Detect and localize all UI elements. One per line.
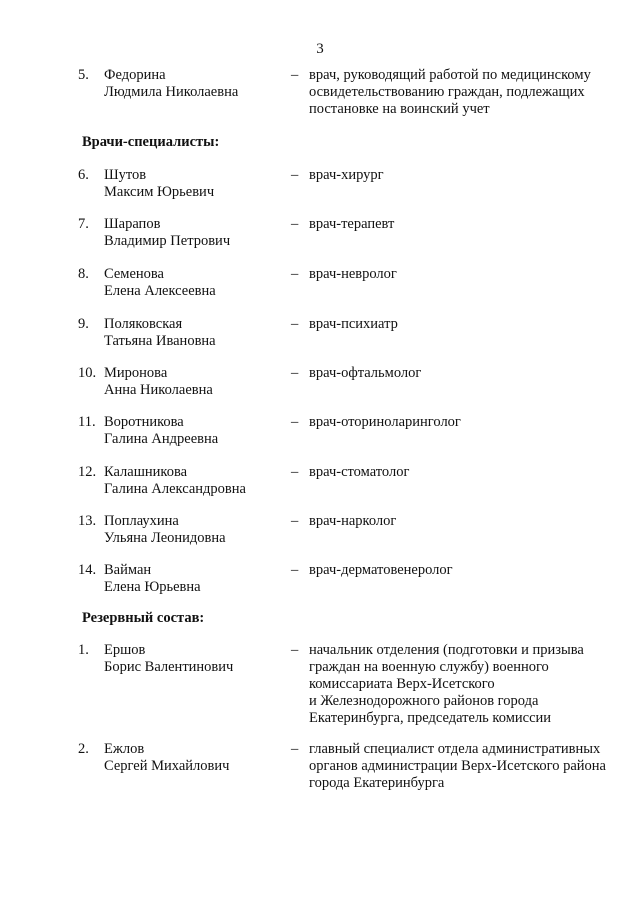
person-name: [104, 216, 284, 250]
item-number: 13.: [78, 513, 97, 529]
role-line: граждан на военную службу) военного: [309, 659, 549, 675]
dash: –: [291, 365, 299, 381]
surname: Шарапов: [104, 216, 161, 232]
role-line: Екатеринбурга, председатель комиссии: [309, 710, 552, 726]
role-text: врач-дерматовенеролог: [309, 562, 453, 578]
role-line: освидетельствованию граждан, подлежащих: [309, 84, 585, 100]
role-text: [309, 741, 609, 792]
role-line: врач, руководящий работой по медицинскому: [309, 67, 591, 83]
given-name: Татьяна Ивановна: [104, 333, 216, 349]
given-name: Максим Юрьевич: [104, 184, 215, 200]
item-number: 12.: [78, 464, 97, 480]
item-number: 2.: [78, 741, 89, 757]
role-line: постановке на воинский учет: [309, 101, 490, 117]
item-number: 10.: [78, 365, 97, 381]
item-number: 7.: [78, 216, 89, 232]
surname: Поляковская: [104, 316, 183, 332]
role-text: врач-терапевт: [309, 216, 395, 232]
surname: Федорина: [104, 67, 166, 83]
dash: –: [291, 464, 299, 480]
person-name: [104, 365, 284, 399]
role-line: начальник отделения (подготовки и призыва: [309, 642, 584, 658]
person-name: [104, 562, 284, 596]
role-line: и Железнодорожного районов города: [309, 693, 539, 709]
person-name: [104, 464, 284, 498]
given-name: Владимир Петрович: [104, 233, 231, 249]
person-name: [104, 67, 284, 101]
role-text: [309, 67, 609, 118]
dash: –: [291, 216, 299, 232]
role-text: врач-хирург: [309, 167, 384, 183]
section-heading-reserve: Резервный состав:: [82, 610, 205, 626]
item-number: 14.: [78, 562, 97, 578]
section-heading-specialists: Врачи-специалисты:: [82, 134, 220, 150]
role-text: врач-стоматолог: [309, 464, 410, 480]
role-line: комиссариата Верх-Исетского: [309, 676, 495, 692]
given-name: Елена Юрьевна: [104, 579, 201, 595]
dash: –: [291, 513, 299, 529]
role-line: главный специалист отдела административных: [309, 741, 601, 757]
given-name: Галина Андреевна: [104, 431, 219, 447]
person-name: [104, 513, 284, 547]
page-number: 3: [316, 41, 324, 57]
item-number: 5.: [78, 67, 89, 83]
item-number: 11.: [78, 414, 96, 430]
person-name: [104, 414, 284, 448]
role-text: врач-психиатр: [309, 316, 398, 332]
surname: Поплаухина: [104, 513, 179, 529]
dash: –: [291, 562, 299, 578]
surname: Шутов: [104, 167, 147, 183]
given-name: Анна Николаевна: [104, 382, 213, 398]
dash: –: [291, 414, 299, 430]
dash: –: [291, 642, 299, 658]
role-text: врач-оториноларинголог: [309, 414, 461, 430]
surname: Вайман: [104, 562, 152, 578]
item-number: 9.: [78, 316, 89, 332]
role-text: врач-невролог: [309, 266, 397, 282]
surname: Воротникова: [104, 414, 184, 430]
dash: –: [291, 266, 299, 282]
surname: Семенова: [104, 266, 164, 282]
item-number: 8.: [78, 266, 89, 282]
person-name: [104, 167, 284, 201]
person-name: [104, 266, 284, 300]
given-name: Галина Александровна: [104, 481, 246, 497]
dash: –: [291, 741, 299, 757]
role-text: врач-офтальмолог: [309, 365, 422, 381]
given-name: Людмила Николаевна: [104, 84, 239, 100]
item-number: 6.: [78, 167, 89, 183]
person-name: [104, 642, 284, 676]
dash: –: [291, 316, 299, 332]
item-number: 1.: [78, 642, 89, 658]
person-name: [104, 741, 284, 775]
dash: –: [291, 67, 299, 83]
given-name: Сергей Михайлович: [104, 758, 230, 774]
surname: Ежлов: [104, 741, 145, 757]
role-text: врач-нарколог: [309, 513, 397, 529]
surname: Ершов: [104, 642, 146, 658]
person-name: [104, 316, 284, 350]
given-name: Елена Алексеевна: [104, 283, 216, 299]
given-name: Борис Валентинович: [104, 659, 234, 675]
surname: Миронова: [104, 365, 168, 381]
dash: –: [291, 167, 299, 183]
role-line: города Екатеринбурга: [309, 775, 445, 791]
given-name: Ульяна Леонидовна: [104, 530, 226, 546]
role-line: органов администрации Верх-Исетского района: [309, 758, 606, 774]
surname: Калашникова: [104, 464, 188, 480]
role-text: [309, 642, 609, 727]
